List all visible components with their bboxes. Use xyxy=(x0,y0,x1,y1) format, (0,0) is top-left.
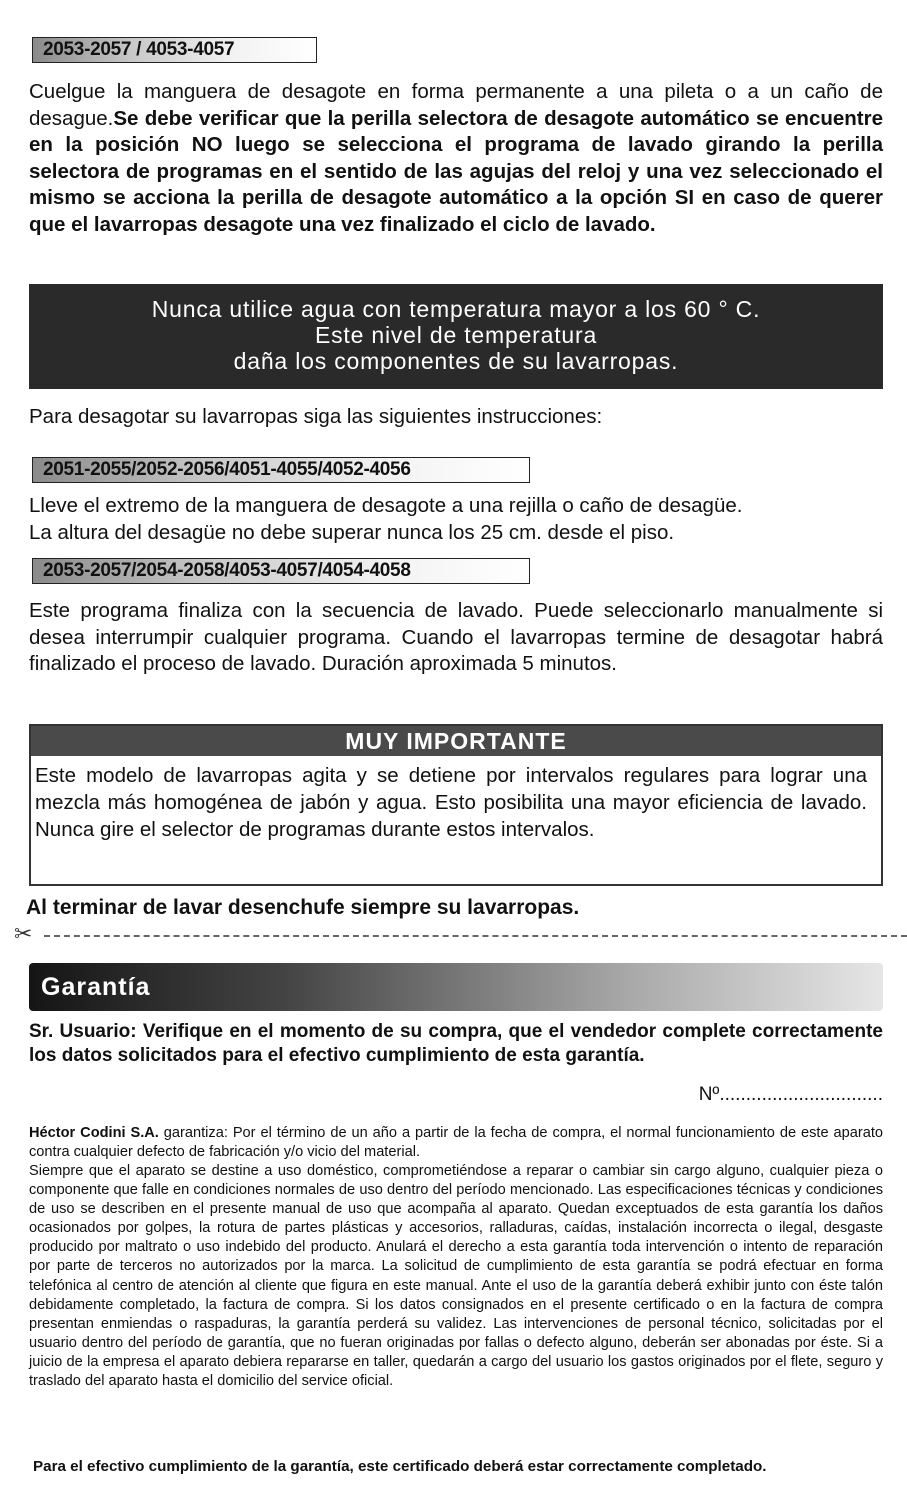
warranty-number-field[interactable]: Nº............................... xyxy=(698,1084,883,1105)
model-tag-2053-group: 2053-2057/2054-2058/4053-4057/4054-4058 xyxy=(32,558,530,584)
drain-hose-lead: Cuelgue la manguera de desagote en forma permanente a una pileta o a un caño de desague. xyxy=(29,80,883,130)
warning-line-3: daña los componentes de su lavarropas. xyxy=(233,348,679,374)
important-text: Este modelo de lavarropas agita y se detiene por intervalos regulares para lograr una mezcla más homogénea de jabón y agua. Esto posibilita una mayor eficiencia de lavado. Nunca gire el selector de programas durante estos intervalos. xyxy=(35,764,867,841)
cut-line xyxy=(44,935,907,937)
warranty-body-1-text: garantiza: Por el término de un año a partir de la fecha de compra, el normal funcionamiento de este aparato contra cualquier defecto de fabricación y/o vicio del material. xyxy=(29,1125,884,1161)
instructions-intro: Para desagotar su lavarropas siga las siguientes instrucciones: xyxy=(29,405,603,428)
model-tag-2053-4053: 2053-2057 / 4053-4057 xyxy=(32,37,317,63)
drain-hose-paragraph xyxy=(29,79,883,238)
warning-line-2: Este nivel de temperatura xyxy=(314,322,598,348)
model-tag-2051-group: 2051-2055/2052-2056/4051-4055/4052-4056 xyxy=(32,457,530,483)
warning-line-1: Nunca utilice agua con temperatura mayor a los 60 ° C. xyxy=(151,296,761,322)
warranty-body-2: Siempre que el aparato se destine a uso doméstico, comprometiéndose a reparar o cambiar sin cargo alguno, cualquier pieza o componente que falle en condiciones normales de uso dentro del período mencionado. Las especificaciones técnicas y condiciones de uso se describen en el presente manual de uso que acompaña al aparato. Quedan exceptuados de esta garantía los daños ocasionados por golpes, la rotura de partes plásticas y accesorios, ralladuras, caídas, instalación incorrecta o ilegal, desgaste producido por maltrato o uso indebido del producto. Anulará el derecho a esta garantía toda intervención o intento de reparación por parte de terceros no autorizados por la marca. La solicitud de cumplimiento de esta garantía se podrá efectuar en forma telefónica al centro de atención al cliente que figura en este manual. Ante el uso de la garantía deberá exhibir junto con éste talón debidamente completado, la factura de compra. Si los datos consignados en el presente certificado o en la factura de compra presentan enmiendas o raspaduras, la garantía perderá su validez. Las intervenciones de personal técnico, solicitadas por el usuario dentro del período de garantía, que no fueran originadas por fallas o defecto alguno, deberán ser abonadas por éste. Si a juicio de la empresa el aparato debiera repararse en taller, quedarán a cargo del usuario los gastos originados por el flete, seguro y traslado del aparato hasta el domicilio del service oficial. xyxy=(29,1163,883,1390)
important-box xyxy=(29,724,883,886)
company-name: Héctor Codini S.A. xyxy=(29,1125,159,1141)
model-b-paragraph: Este programa finaliza con la secuencia de lavado. Puede seleccionarlo manualmente si desea interrumpir cualquier programa. Cuando el lavarropas termine de desagotar habrá finalizado el proceso de lavado. Duración aproximada 5 minutos. xyxy=(29,599,883,675)
unplug-note: Al terminar de lavar desenchufe siempre su lavarropas. xyxy=(26,896,580,919)
warranty-user-note: Sr. Usuario: Verifique en el momento de su compra, que el vendedor complete correctamente los datos solicitados para el efectivo cumplimiento de esta garantía. xyxy=(29,1021,883,1066)
temperature-warning-box xyxy=(29,284,883,389)
drain-hose-bold-instructions: Se debe verificar que la perilla selectora de desagote automático se encuentre en la posición NO luego se selecciona el programa de lavado girando la perilla selectora de programas en el sentido de las agujas del reloj y una vez seleccionado el mismo se acciona la perilla de desagote automático a la opción SI en caso de querer que el lavarropas desagote una vez finalizado el ciclo de lavado. xyxy=(29,106,883,236)
warranty-body-1 xyxy=(29,1124,883,1162)
scissors-icon: ✂ xyxy=(14,921,33,946)
warranty-title-bar xyxy=(29,963,883,1011)
model-a-line-1: Lleve el extremo de la manguera de desagote a una rejilla o caño de desagüe. xyxy=(29,494,743,517)
model-a-line-2: La altura del desagüe no debe superar nunca los 25 cm. desde el piso. xyxy=(29,521,675,544)
important-title: MUY IMPORTANTE xyxy=(31,726,881,756)
warranty-footer: Para el efectivo cumplimiento de la garantía, este certificado deberá estar correctamente completado. xyxy=(33,1458,767,1475)
warranty-title: Garantía xyxy=(41,973,151,1001)
